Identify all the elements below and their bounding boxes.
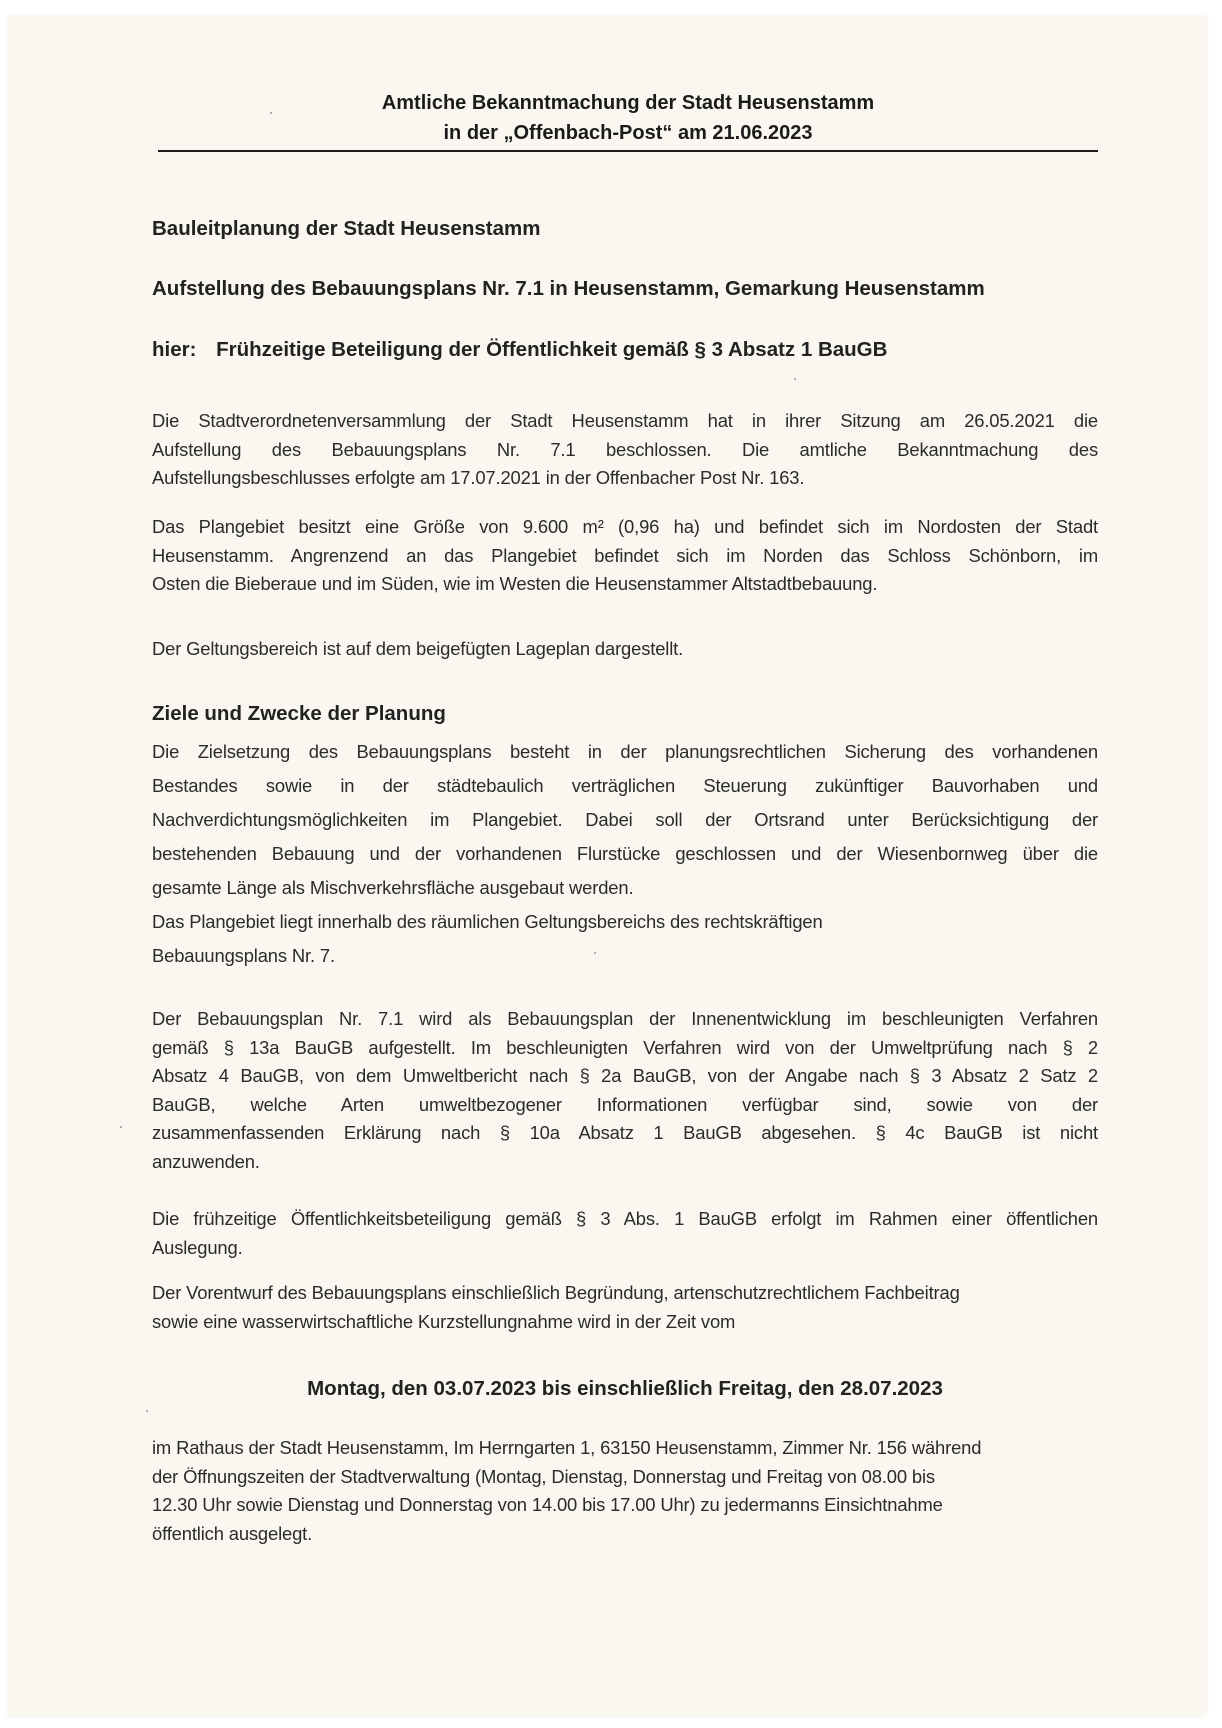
text-line: Aufstellung des Bebauungsplans Nr. 7.1 beschlossen. Die amtliche Bekanntmachung des	[152, 438, 1098, 460]
text-line: bestehenden Bebauung und der vorhandenen Flurstücke geschlossen und der Wiesenbornweg über die	[152, 843, 1098, 864]
paragraph-goals	[152, 735, 1098, 973]
text-line: Das Plangebiet liegt innerhalb des räumlichen Geltungsbereichs des rechtskräftigen	[152, 911, 823, 932]
scan-speck	[146, 1410, 148, 1412]
text-line: Bestandes sowie in der städtebaulich verträglichen Steuerung zukünftiger Bauvorhaben und	[152, 775, 1098, 796]
text-line: Der Vorentwurf des Bebauungsplans einschließlich Begründung, artenschutzrechtlichem Fachbeitrag	[152, 1282, 960, 1303]
text-line: Das Plangebiet besitzt eine Größe von 9.600 m² (0,96 ha) und befindet sich im Nordosten der Stadt	[152, 516, 1098, 537]
paragraph-procedure	[152, 1005, 1098, 1176]
scan-speck	[120, 1126, 122, 1128]
text-line: gemäß § 13a BauGB aufgestellt. Im beschleunigten Verfahren wird von der Umweltprüfung nach § 2	[152, 1036, 1098, 1058]
text-line: im Rathaus der Stadt Heusenstamm, Im Herrngarten 1, 63150 Heusenstamm, Zimmer Nr. 156 während	[152, 1437, 982, 1458]
text-line: öffentlich ausgelegt.	[152, 1522, 313, 1544]
text-line: gesamte Länge als Mischverkehrsfläche ausgebaut werden.	[152, 877, 634, 898]
document-subject: Aufstellung des Bebauungsplans Nr. 7.1 in Heusenstamm, Gemarkung Heusenstamm	[152, 277, 985, 300]
goals-heading: Ziele und Zwecke der Planung	[152, 702, 446, 725]
text-line: Bebauungsplans Nr. 7.	[152, 945, 335, 966]
text-line: Aufstellungsbeschlusses erfolgte am 17.07.2021 in der Offenbacher Post Nr. 163.	[152, 467, 805, 488]
document-title: Bauleitplanung der Stadt Heusenstamm	[152, 217, 541, 240]
text-line: BauGB, welche Arten umweltbezogener Informationen verfügbar sind, sowie von der	[152, 1093, 1098, 1115]
text-line: der Öffnungszeiten der Stadtverwaltung (Montag, Dienstag, Donnerstag und Freitag von 08.00 bis	[152, 1465, 935, 1487]
notice-header-line-1: Amtliche Bekanntmachung der Stadt Heusenstamm	[381, 92, 875, 114]
header-divider	[158, 150, 1098, 152]
paragraph-participation	[152, 1205, 1098, 1262]
hier-label: hier:	[152, 338, 197, 361]
paragraph-scope	[152, 635, 1098, 664]
text-line: Der Geltungsbereich ist auf dem beigefügten Lageplan dargestellt.	[152, 638, 684, 659]
paragraph-resolution	[152, 407, 1098, 493]
text-line: zusammenfassenden Erklärung nach § 10a Absatz 1 BauGB abgesehen. § 4c BauGB ist nicht	[152, 1122, 1098, 1143]
text-line: Auslegung.	[152, 1236, 243, 1258]
display-period: Montag, den 03.07.2023 bis einschließlich Freitag, den 28.07.2023	[307, 1377, 943, 1400]
text-line: anzuwenden.	[152, 1150, 260, 1172]
text-line: Osten die Bieberaue und im Süden, wie im Westen die Heusenstammer Altstadtbebauung.	[152, 573, 878, 594]
text-line: Absatz 4 BauGB, von dem Umweltbericht nach § 2a BauGB, von der Angabe nach § 3 Absatz 2 Satz 2	[152, 1065, 1098, 1086]
scan-speck	[794, 378, 796, 380]
paragraph-area	[152, 513, 1098, 599]
text-line: Nachverdichtungsmöglichkeiten im Plangebiet. Dabei soll der Ortsrand unter Berücksichtigung der	[152, 809, 1098, 830]
notice-header-line-2: in der „Offenbach-Post“ am 21.06.2023	[443, 122, 813, 144]
paragraph-draft	[152, 1279, 1098, 1336]
document-hier-heading	[152, 338, 887, 362]
text-line: sowie eine wasserwirtschaftliche Kurzstellungnahme wird in der Zeit vom	[152, 1310, 736, 1332]
notice-header	[158, 88, 1098, 148]
text-line: Die Stadtverordnetenversammlung der Stadt Heusenstamm hat in ihrer Sitzung am 26.05.2021 die	[152, 410, 1098, 431]
hier-text: Frühzeitige Beteiligung der Öffentlichkeit gemäß § 3 Absatz 1 BauGB	[216, 338, 888, 361]
text-line: Die frühzeitige Öffentlichkeitsbeteiligung gemäß § 3 Abs. 1 BauGB erfolgt im Rahmen einer öffentlichen	[152, 1208, 1098, 1229]
text-line: Der Bebauungsplan Nr. 7.1 wird als Bebauungsplan der Innenentwicklung im beschleunigten Verfahren	[152, 1008, 1098, 1029]
text-line: 12.30 Uhr sowie Dienstag und Donnerstag von 14.00 bis 17.00 Uhr) zu jedermanns Einsichtnahme	[152, 1494, 943, 1515]
paragraph-location	[152, 1434, 1098, 1548]
text-line: Heusenstamm. Angrenzend an das Plangebiet befindet sich im Norden das Schloss Schönborn, im	[152, 544, 1098, 566]
text-line: Die Zielsetzung des Bebauungsplans besteht in der planungsrechtlichen Sicherung des vorhandenen	[152, 741, 1098, 762]
